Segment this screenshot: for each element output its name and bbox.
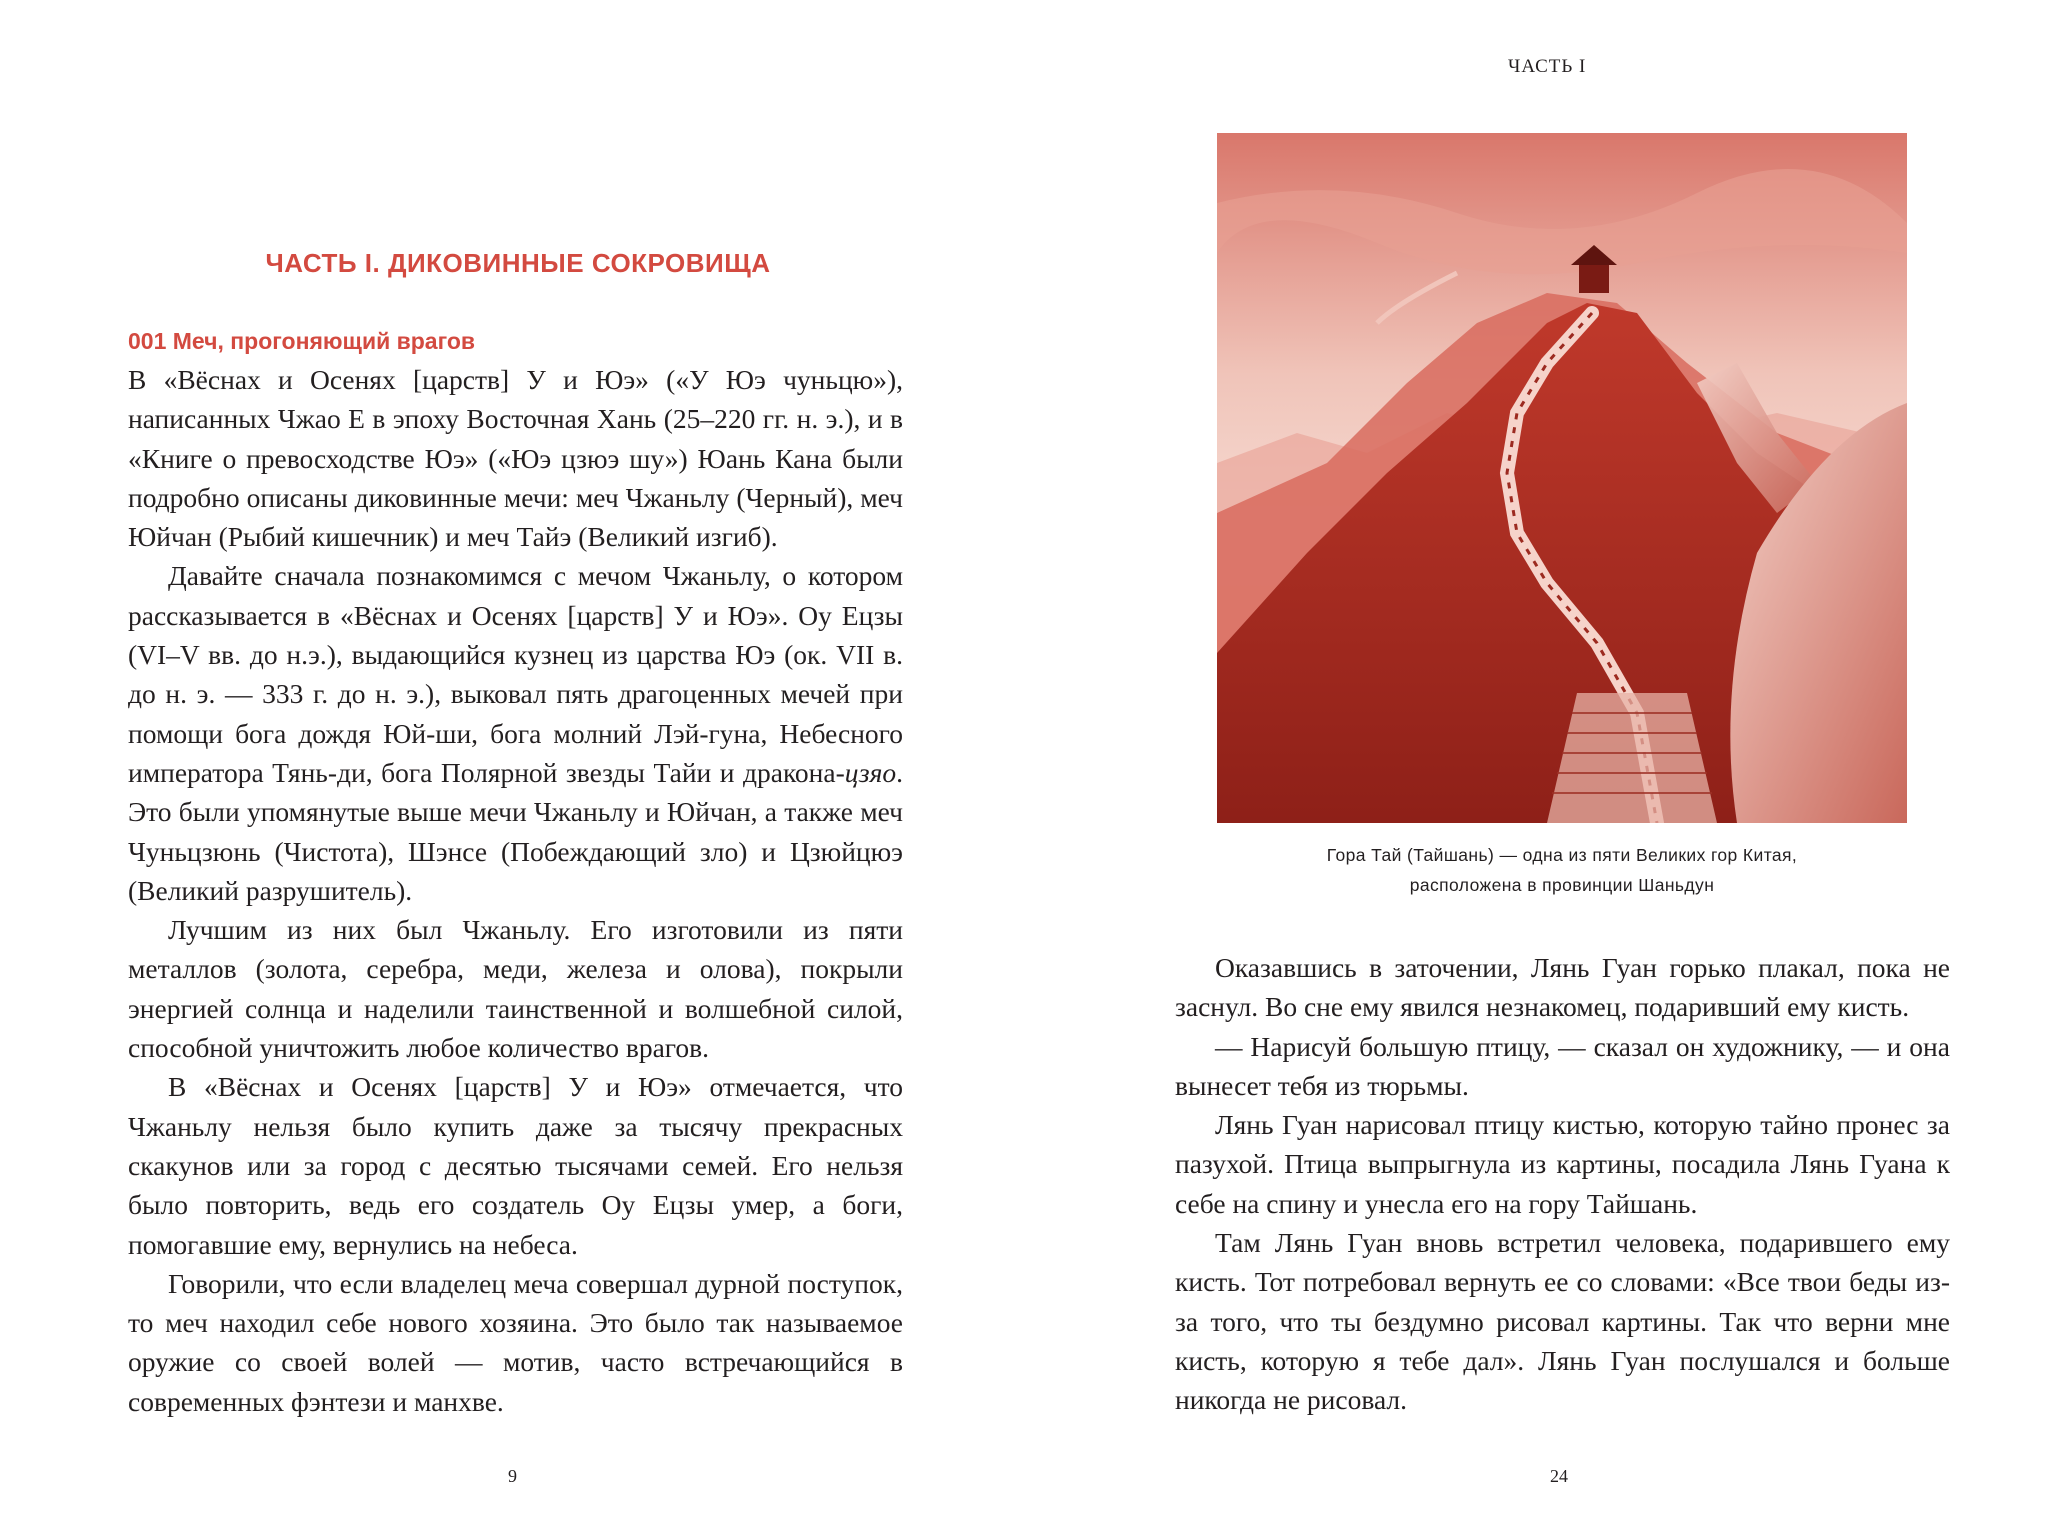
right-body-text [1175, 948, 1950, 1420]
paragraph: Лучшим из них был Чжаньлу. Его изготовили из пяти металлов (золота, серебра, меди, железа и олова), покрыли энергией солнца и наделили таинственной и волшебной силой, способной уничтожить любое количество врагов. [128, 914, 903, 1064]
paragraph-text: Давайте сначала познакомимся с мечом Чжаньлу, о котором рассказывается в «Вёснах и Осенях [царств] У и Юэ». Оу Ецзы (VI–V вв. до н.э.), выдающийся кузнец из царства Юэ (ок. VII в. до н. э. — 333 г. до н. э.), выковал пять драгоценных мечей при помощи бога дождя Юй-ши, бога молний Лэй-гуна, Небесного императора Тянь-ди, бога Полярной звезды Тайи и дракона- [128, 560, 903, 788]
paragraph: — Нарисуй большую птицу, — сказал он художнику, — и она вынесет тебя из тюрьмы. [1175, 1030, 1950, 1101]
paragraph: Говорили, что если владелец меча совершал дурной поступок, то меч находил себе нового хозяина. Это было так называемое оружие со своей волей — мотив, часто встречающийся в современных фэнтези и манхве. [128, 1267, 903, 1417]
paragraph: В «Вёснах и Осенях [царств] У и Юэ» отмечается, что Чжаньлу нельзя было купить даже за тысячу прекрасных скакунов или за город с десятью тысячами семей. Его нельзя было повторить, ведь его создатель Оу Ецзы умер, а боги, помогавшие ему, вернулись на небеса. [128, 1071, 903, 1260]
mountain-photo [1217, 133, 1907, 823]
paragraph-text: . Это были упомянутые выше мечи Чжаньлу и Юйчан, а также меч Чуньцзюнь (Чистота), Шэнсе (Побеждающий зло) и Цзюйцюэ (Великий разрушитель). [128, 756, 903, 906]
figure-caption [1217, 840, 1907, 900]
page-number: 24 [1550, 1466, 1568, 1486]
caption-line: Гора Тай (Тайшань) — одна из пяти Великих гор Китая, [1326, 845, 1798, 865]
italic-term: цзяо [844, 756, 897, 788]
paragraph [128, 556, 903, 910]
page-number: 9 [508, 1466, 517, 1486]
mountain-illustration [1217, 133, 1907, 823]
section-heading: 001 Меч, прогоняющий врагов [128, 328, 476, 354]
running-head: ЧАСТЬ I [1508, 56, 1587, 77]
paragraph: Там Лянь Гуан вновь встретил человека, подарившего ему кисть. Тот потребовал вернуть ее со словами: «Все твои беды из-за того, что ты бездумно рисовал картины. Так что верни мне кисть, которую я тебе дал». Лянь Гуан послушался и больше никогда не рисовал. [1175, 1227, 1950, 1416]
left-body-text [128, 360, 903, 1421]
paragraph: Оказавшись в заточении, Лянь Гуан горько плакал, пока не заснул. Во сне ему явился незнакомец, подаривший ему кисть. [1175, 952, 1950, 1023]
caption-line: расположена в провинции Шаньдун [1409, 875, 1715, 895]
paragraph: Лянь Гуан нарисовал птицу кистью, которую тайно пронес за пазухой. Птица выпрыгнула из картины, посадила Лянь Гуана к себе на спину и унесла его на гору Тайшань. [1175, 1109, 1950, 1219]
paragraph: В «Вёснах и Осенях [царств] У и Юэ» («У Юэ чуньцю»), написанных Чжао Е в эпоху Восточная Хань (25–220 гг. н. э.), и в «Книге о превосходстве Юэ» («Юэ цзюэ шу») Юань Кана были подробно описаны диковинные мечи: меч Чжаньлу (Черный), меч Юйчан (Рыбий кишечник) и меч Тайэ (Великий изгиб). [128, 364, 903, 553]
chapter-title: ЧАСТЬ I. ДИКОВИННЫЕ СОКРОВИЩА [265, 248, 771, 278]
